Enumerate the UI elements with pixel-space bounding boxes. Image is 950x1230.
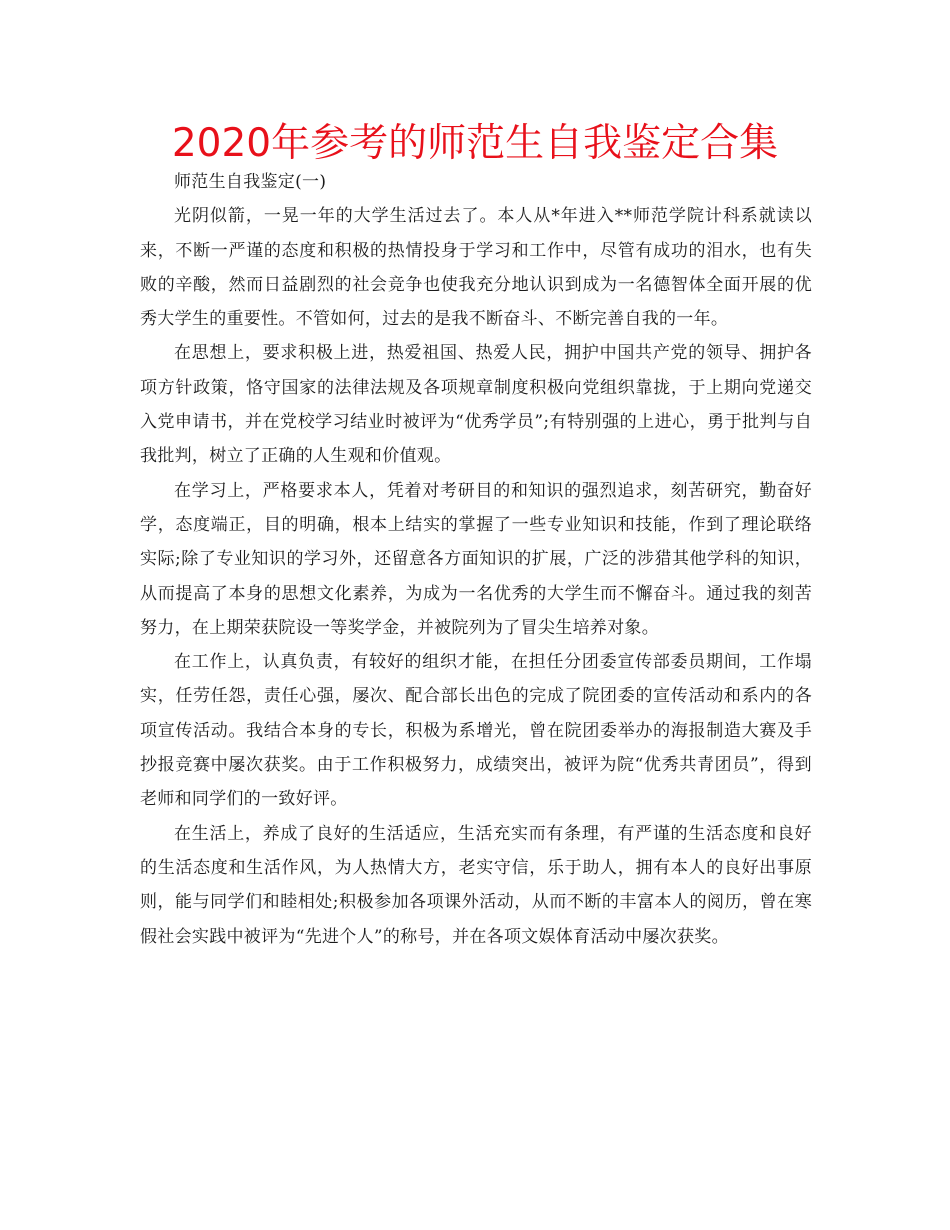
document-title: 2020年参考的师范生自我鉴定合集 [171, 121, 779, 166]
document-body [140, 165, 812, 954]
section-heading: 师范生自我鉴定(一) [174, 172, 327, 192]
paragraph-life: 在生活上，养成了良好的生活适应，生活充实而有条理，有严谨的生活态度和良好的生活态度和生活作风，为人热情大方，老实守信，乐于助人，拥有本人的良好出事原则，能与同学们和睦相处;积极参加各项课外活动，从而不断的丰富本人的阅历，曾在寒假社会实践中被评为“先进个人”的称号，并在各项文娱体育活动中屡次获奖。 [140, 823, 812, 947]
paragraph-study: 在学习上，严格要求本人，凭着对考研目的和知识的强烈追求，刻苦研究，勤奋好学，态度端正，目的明确，根本上结实的掌握了一些专业知识和技能，作到了理论联络实际;除了专业知识的学习外，还留意各方面知识的扩展，广泛的涉猎其他学科的知识，从而提高了本身的思想文化素养，为成为一名优秀的大学生而不懈奋斗。通过我的刻苦努力，在上期荣获院设一等奖学金，并被院列为了冒尖生培养对象。 [140, 480, 812, 638]
paragraph-intro: 光阴似箭，一晃一年的大学生活过去了。本人从*年进入**师范学院计科系就读以来，不断一严谨的态度和积极的热情投身于学习和工作中，尽管有成功的泪水，也有失败的辛酸，然而日益剧烈的社会竞争也使我充分地认识到成为一名德智体全面开展的优秀大学生的重要性。不管如何，过去的是我不断奋斗、不断完善自我的一年。 [140, 206, 812, 330]
paragraph-thought: 在思想上，要求积极上进，热爱祖国、热爱人民，拥护中国共产党的领导、拥护各项方针政策，恪守国家的法律法规及各项规章制度积极向党组织靠拢，于上期向党递交入党申请书，并在党校学习结业时被评为“优秀学员”;有特别强的上进心，勇于批判与自我批判，树立了正确的人生观和价值观。 [140, 343, 812, 467]
paragraph-work: 在工作上，认真负责，有较好的组织才能，在担任分团委宣传部委员期间，工作塌实，任劳任怨，责任心强，屡次、配合部长出色的完成了院团委的宣传活动和系内的各项宣传活动。我结合本身的专长，积极为系增光，曾在院团委举办的海报制造大赛及手抄报竞赛中屡次获奖。由于工作积极努力，成绩突出，被评为院“优秀共青团员”，得到老师和同学们的一致好评。 [140, 652, 812, 810]
